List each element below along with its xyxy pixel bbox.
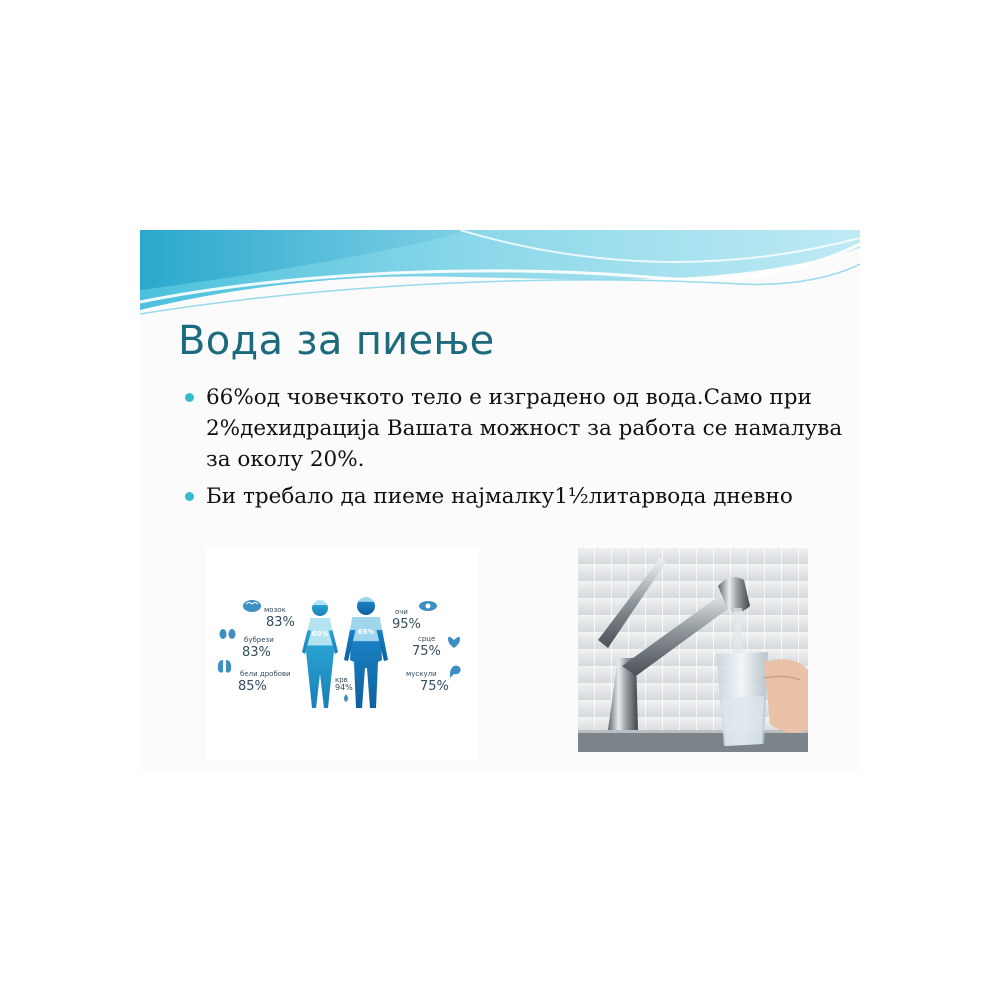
organ-kidneys [220, 629, 274, 660]
slide [140, 230, 860, 770]
bullet-dot-icon [185, 393, 194, 402]
organ-brain [243, 600, 295, 630]
organ-name: мозок [264, 606, 286, 614]
organ-value: 75% [420, 679, 449, 694]
water-body-infographic [206, 548, 478, 760]
organ-name: срце [418, 635, 436, 643]
bullet-item [184, 382, 844, 475]
organ-value: 83% [242, 645, 271, 660]
decorative-waves [140, 230, 860, 320]
organ-name: очи [395, 608, 408, 616]
muscle-icon [450, 666, 461, 678]
brain-icon [243, 600, 261, 612]
faucet-photo [578, 548, 808, 752]
male-percent: 65% [357, 628, 375, 636]
bullet-item [184, 481, 844, 512]
organ-value: 94% [335, 683, 353, 692]
organ-value: 83% [266, 615, 295, 630]
organ-value: 85% [238, 679, 267, 694]
organ-value: 75% [412, 644, 441, 659]
organ-eyes [392, 601, 437, 632]
eye-icon [419, 601, 437, 611]
heart-icon [448, 637, 460, 648]
blood-drop-icon [344, 694, 348, 702]
organ-muscles [406, 666, 461, 694]
organ-lungs [218, 660, 291, 694]
bullet-dot-icon [185, 492, 194, 501]
bullet-list [184, 382, 844, 518]
organ-name: мускули [406, 670, 437, 678]
organ-name: крв [335, 676, 348, 684]
bullet-text: 66%од човечкото тело е изградено од вода.Само при 2%дехидрација Вашата можност за работа се намалува за околу 20%. [206, 385, 843, 472]
slide-title: Вода за пиење [178, 318, 495, 364]
lungs-icon [218, 660, 231, 673]
organ-name: бубрези [244, 636, 274, 644]
kidneys-icon [220, 629, 236, 639]
bullet-text: Би требало да пиеме најмалку1½литарвода дневно [206, 484, 793, 509]
female-percent: 60% [311, 630, 329, 638]
organ-name: бели дробови [240, 670, 291, 678]
organ-value: 95% [392, 617, 421, 632]
female-figure [302, 600, 338, 708]
organ-blood [335, 676, 353, 702]
organ-heart [412, 635, 460, 659]
